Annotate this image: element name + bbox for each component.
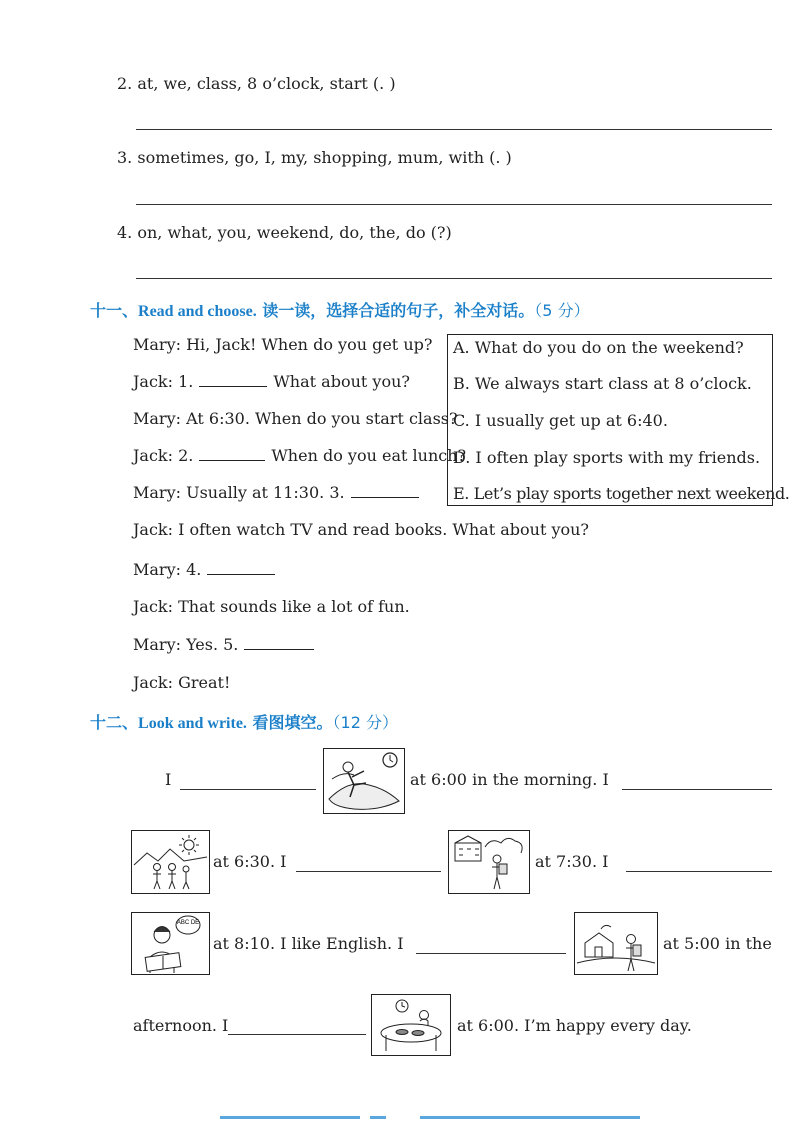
write-row-3-middle <box>213 934 404 953</box>
write-blank-1[interactable] <box>180 789 316 790</box>
options-box <box>447 334 790 506</box>
dialogue-line-7 <box>133 560 281 579</box>
dialogue-line-6 <box>133 520 589 539</box>
english-class-picture <box>131 912 210 975</box>
speaker: Mary: <box>133 635 181 654</box>
write-blank-3[interactable] <box>296 871 441 872</box>
write-row-3-end <box>663 934 772 953</box>
dialogue-line-8 <box>133 597 410 616</box>
footer-decoration <box>420 1116 640 1119</box>
question-number: 2. <box>117 74 133 93</box>
write-blank-2[interactable] <box>622 789 772 790</box>
dialogue-line-2 <box>133 372 410 391</box>
dialogue-text: When do you eat lunch? <box>271 446 467 465</box>
question-number: 4. <box>117 223 133 242</box>
write-row-4-end <box>457 1016 692 1035</box>
write-blank-5[interactable] <box>416 953 566 954</box>
speaker: Jack: <box>133 520 173 539</box>
dialogue-line-10 <box>133 673 230 692</box>
write-text: at 6:00. I’m happy every day. <box>457 1016 692 1035</box>
option-a: A. What do you do on the weekend? <box>453 338 744 357</box>
option-c: C. I usually get up at 6:40. <box>453 411 668 430</box>
write-row-2-middle <box>213 852 286 871</box>
write-text: I <box>165 770 172 789</box>
section-title-en: Read and choose. <box>138 303 257 320</box>
section-title-cn: 看图填空。 <box>252 713 333 732</box>
write-text: afternoon. I <box>133 1016 229 1035</box>
speaker: Jack: <box>133 597 173 616</box>
section-title-en: Look and write. <box>138 715 247 732</box>
write-text: at 6:00 in the morning. I <box>410 770 609 789</box>
section-score: （5 分） <box>534 301 590 320</box>
speaker: Jack: <box>133 372 173 391</box>
dinner-picture <box>371 994 451 1056</box>
section-12-heading <box>90 710 398 733</box>
write-blank-4[interactable] <box>626 871 772 872</box>
section-score: （12 分） <box>332 713 398 732</box>
dialogue-text: What about you? <box>273 372 410 391</box>
going-home-picture <box>574 912 658 975</box>
section-number: 十一、 <box>90 301 139 320</box>
answer-blank-4[interactable] <box>207 560 275 575</box>
dialogue-text: 2. <box>178 446 194 465</box>
option-b: B. We always start class at 8 o’clock. <box>453 374 752 393</box>
answer-blank-3[interactable] <box>351 483 419 498</box>
question-4 <box>117 223 452 242</box>
dialogue-text: I often watch TV and read books. What about you? <box>178 520 590 539</box>
dialogue-text: Usually at 11:30. 3. <box>186 483 345 502</box>
dialogue-text: Yes. 5. <box>186 635 239 654</box>
footer-decoration <box>220 1116 360 1119</box>
question-words: sometimes, go, I, my, shopping, mum, with (. ) <box>137 148 512 167</box>
question-3 <box>117 148 512 167</box>
write-row-1-start <box>165 770 171 789</box>
dialogue-line-3 <box>133 409 458 428</box>
dialogue-line-5 <box>133 483 425 502</box>
speaker: Jack: <box>133 446 173 465</box>
answer-line-2[interactable] <box>136 129 772 130</box>
section-title-cn: 读一读，选择合适的句子，补全对话。 <box>262 301 535 320</box>
write-text: at 8:10. I like English. I <box>213 934 404 953</box>
morning-exercise-picture <box>323 748 405 814</box>
dialogue-line-1 <box>133 335 432 354</box>
speaker: Mary: <box>133 335 181 354</box>
walking-outdoors-picture <box>131 830 210 894</box>
write-row-4-start <box>133 1016 228 1035</box>
question-words: at, we, class, 8 o’clock, start (. ) <box>137 74 396 93</box>
write-row-2-end <box>535 852 608 871</box>
section-11-heading <box>90 298 590 321</box>
speaker: Mary: <box>133 483 181 502</box>
answer-line-3[interactable] <box>136 204 772 205</box>
question-2 <box>117 74 396 93</box>
dialogue-line-4 <box>133 446 466 465</box>
option-d: D. I often play sports with my friends. <box>453 448 761 467</box>
answer-blank-5[interactable] <box>244 635 314 650</box>
answer-line-4[interactable] <box>136 278 772 279</box>
dialogue-text: At 6:30. When do you start class? <box>186 409 458 428</box>
option-e: E. Let’s play sports together next weekend. <box>453 484 790 503</box>
write-blank-6[interactable] <box>228 1034 366 1035</box>
answer-blank-2[interactable] <box>199 446 265 461</box>
speaker: Mary: <box>133 560 181 579</box>
dialogue-text: That sounds like a lot of fun. <box>178 597 410 616</box>
dialogue-line-9 <box>133 635 320 654</box>
speaker: Jack: <box>133 673 173 692</box>
section-number: 十二、 <box>90 713 139 732</box>
question-number: 3. <box>117 148 133 167</box>
write-row-1-middle <box>410 770 609 789</box>
answer-blank-1[interactable] <box>199 372 267 387</box>
speaker: Mary: <box>133 409 181 428</box>
question-words: on, what, you, weekend, do, the, do (?) <box>137 223 452 242</box>
going-to-school-picture <box>448 830 530 894</box>
write-text: at 5:00 in the <box>663 934 772 953</box>
speech-bubble-text: ABC DE <box>176 920 200 926</box>
write-text: at 6:30. I <box>213 852 287 871</box>
dialogue-text: 4. <box>186 560 202 579</box>
footer-decoration <box>370 1116 386 1119</box>
dialogue-text: Great! <box>178 673 231 692</box>
dialogue-text: Hi, Jack! When do you get up? <box>186 335 433 354</box>
write-text: at 7:30. I <box>535 852 609 871</box>
dialogue-text: 1. <box>178 372 194 391</box>
